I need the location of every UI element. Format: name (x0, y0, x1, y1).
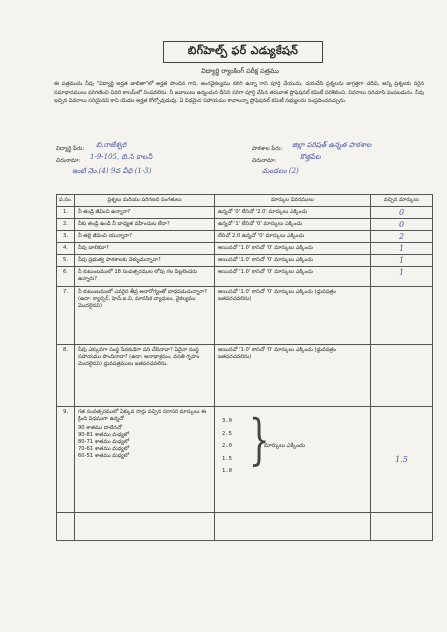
row-score: 1 (371, 243, 433, 255)
row-number: 7. (57, 287, 75, 345)
row-criteria: అయినచో '1.0' కానిచో '0' మార్కులు ఎక్కించు (ధ్రువపత్రం జతపరచవలెను) (215, 287, 371, 345)
row-number (57, 513, 75, 541)
table-row (57, 407, 433, 513)
scale-note: మార్కులు ఎక్కించు (264, 443, 305, 449)
address-value-line2: ఇంటి నెం.(4) 9వ వీధి (1-3) (72, 167, 152, 175)
header-score: వచ్చిన మార్కులు (371, 195, 433, 207)
row-question: నీవు బాలికవా? (75, 243, 215, 255)
row-number: 1. (57, 207, 75, 219)
row-question: నీ కుటుంబములో ఎవరైన తీవ్ర అనారోగ్యంతో బాధపడుచున్నారా? (ఉదా: క్యాన్సర్, హెచ్.ఐ.వి, మానసిక వ్యాధులు, వైకల్యము మొదలైనవి) (75, 287, 215, 345)
row-criteria: అయినచో '1.0' కానిచో '0' మార్కులు ఎక్కించు (215, 243, 371, 255)
row-criteria: అయినచో '1.0' కానిచో '0' మార్కులు ఎక్కించు (215, 267, 371, 287)
school-name-label: పాఠశాల పేరు: (252, 146, 283, 152)
row-number: 5. (57, 255, 75, 267)
row-score (371, 345, 433, 407)
row-criteria: ఉన్నచో '0' లేనిచో '2.0' మార్కులు ఎక్కించు (215, 207, 371, 219)
row-question: నీ కుటుంబములో 18 సంవత్సరముల లోపు గల పిల్లలెందరు ఉన్నారు? (75, 267, 215, 287)
row-score: 2 (371, 231, 433, 243)
student-name-value: బి.రాజేశ్వరి (96, 141, 127, 149)
mark-scale (218, 409, 367, 489)
row-criteria (215, 407, 371, 513)
header-criteria: మార్కుల వివరములు (215, 195, 371, 207)
row-number: 8. (57, 345, 75, 407)
row-score: 1 (371, 255, 433, 267)
scale-value: 3.0 (222, 418, 232, 424)
grade-option: 70-61 శాతము మధ్యలో (78, 446, 130, 452)
row-number: 9. (57, 407, 75, 513)
row-question: నీవు ఎక్కువగా సంస్థ సేవకుడిగా పని చేసినావా? ఏదైనా సంస్థ సహాయము పొందినావా? (ఉదా: అనాథాశ్రమం, వసతి గృహం మొదలైనవి) ధ్రువపత్రములు జతపరచవలెను. (75, 345, 215, 407)
table-row (57, 219, 433, 231)
address-label: చిరునామా: (56, 158, 81, 164)
address-value: 1-9-105, బి.సి కాలనీ (90, 153, 153, 161)
row-criteria: లేనిచో 2.0 ఉన్నచో '0' మార్కులు ఎక్కించు (215, 231, 371, 243)
row-score: 1.5 (371, 407, 433, 513)
ranking-table (56, 194, 433, 541)
row-number: 3. (57, 231, 75, 243)
row-criteria (215, 513, 371, 541)
scale-value: 2.0 (222, 443, 232, 449)
document-title (163, 41, 323, 63)
table-row (57, 513, 433, 541)
row-score: 0 (371, 219, 433, 231)
school-address-label: చిరునామా: (252, 158, 277, 164)
school-address-value: కొత్తపేట (300, 153, 321, 161)
document-subtitle: విద్యార్థి ర్యాంకింగ్ పరీక్ష పత్రము (201, 67, 279, 75)
row-question: నీ తల్లి జీవించి యున్నారా? (75, 231, 215, 243)
row-number: 6. (57, 267, 75, 287)
title-text: బిగ్‌హెల్ప్ ఫర్ ఎడ్యుకేషన్ (187, 44, 299, 57)
table-row (57, 267, 433, 287)
row-score (371, 287, 433, 345)
scale-values (222, 415, 232, 478)
row-question (75, 407, 215, 513)
row-criteria: అయినచో '1.0' కానిచో '0' మార్కులు ఎక్కించు (215, 255, 371, 267)
header-question: ప్రశ్నలు మరియు పరిగణన సంగతులు (75, 195, 215, 207)
brace-symbol: } (248, 408, 270, 471)
row-question (75, 513, 215, 541)
table-row (57, 287, 433, 345)
student-name-label: విద్యార్థి పేరు: (56, 146, 85, 152)
scale-value: 1.0 (222, 468, 232, 474)
row-criteria: అయినచో '1.0' కానిచో '0' మార్కులు ఎక్కించు (ధ్రువపత్రం జతపరచవలెను) (215, 345, 371, 407)
table-row (57, 255, 433, 267)
row-question: నీకు తండ్రి ఉండి నీ బాధ్యత వహించుట లేదా? (75, 219, 215, 231)
table-row (57, 207, 433, 219)
school-address-value-line2: మండలం (2) (262, 167, 299, 175)
row-score (371, 513, 433, 541)
header-serial: వ.సం. (57, 195, 75, 207)
row-question: నీవు ప్రభుత్వ పాఠశాలకు వెళ్ళుచున్నావా? (75, 255, 215, 267)
row-criteria: ఉన్నచో '1' లేనిచో '0' మార్కులు ఎక్కించు (215, 219, 371, 231)
row-score: 0 (371, 207, 433, 219)
row-question-text: గత సంవత్సరములో ఏక్కువ సార్లు వచ్చిన సరాసరి మార్కులు ఈ క్రింది విధముగా ఉన్నచో (78, 409, 207, 422)
scale-value: 2.5 (222, 430, 232, 437)
scale-value: 1.5 (222, 455, 232, 462)
grade-option: 90-81 శాతము మధ్యలో (78, 432, 130, 438)
table-row (57, 231, 433, 243)
grade-option: 60-51 శాతము మధ్యలో (78, 453, 130, 459)
row-question: నీ తండ్రి జీవించి ఉన్నారా? (75, 207, 215, 219)
intro-paragraph: ఈ పత్రమును నీవు "విద్యార్థి అర్హత జాబితా"లో అర్హత పొందిన గాని, అంగవైకల్యము కలిగి ఉన్నా గాని పూర్తి చేయును, దయచేసి ప్రశ్నలను జాగ్రత్తగా చదివి, అన్ని ప్రశ్నలకు సరైన సమాధానములు పరిగణించి చివరి కాలమ్‌లో నింపవలెను. నీ జవాబులు ఉన్నందున దీనిని సరిగా పూర్తి చేసిన తరువాత ప్రొఫెషనల్ కమిటీ పరిశీలించి, వివరాలు సరిచూసి పంపబడును. నీవు ఇచ్చిన వివరాలు సరియైనవి కాని యెడల అర్హత కోల్పోవుదువు. ఏ విధమైన సహాయము కావాలన్నా ప్రొఫెషనల్ కమిటీ సభ్యులను సంప్రదించవచ్చును. (54, 81, 424, 105)
grade-option: 90 శాతము దాటినచో (78, 425, 122, 431)
row-number: 2. (57, 219, 75, 231)
grade-option: 80-71 శాతము మధ్యలో (78, 439, 130, 445)
table-header-row (57, 195, 433, 207)
table-row (57, 345, 433, 407)
row-number: 4. (57, 243, 75, 255)
school-name-value: జిల్లా పరిషత్ ఉన్నత పాఠశాల (292, 141, 372, 149)
row-score: 1 (371, 267, 433, 287)
table-row (57, 243, 433, 255)
